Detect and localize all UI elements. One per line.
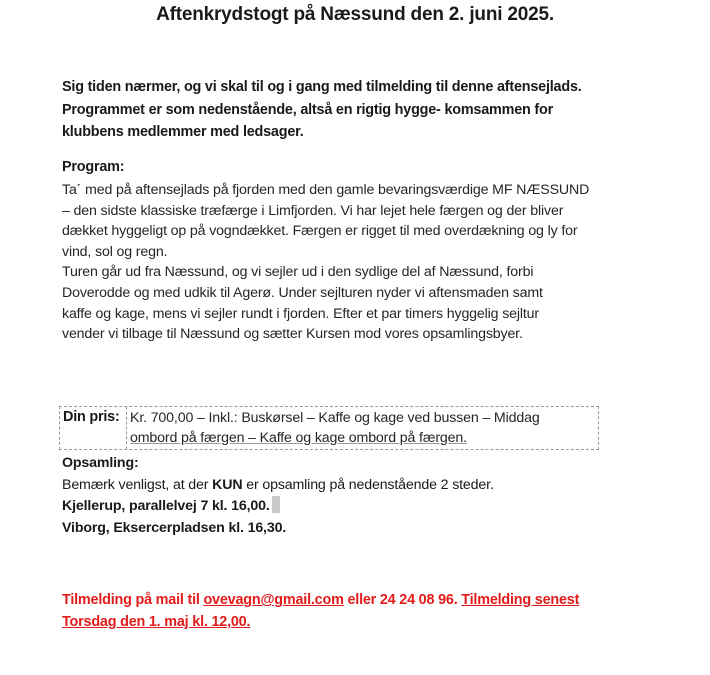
signup-phone: eller 24 24 08 96. — [343, 592, 462, 608]
price-table — [59, 406, 599, 450]
program-line: kaffe og kage, mens vi sejler rundt i fjorden. Efter et par timers hyggelig sejltur — [62, 305, 539, 322]
program-line: Turen går ud fra Næssund, og vi sejler ud i den sydlige del af Næssund, forbi — [62, 264, 534, 281]
price-line: Kr. 700,00 – Inkl.: Buskørsel – Kaffe og kage ved bussen – Middag — [130, 410, 540, 426]
document-title: Aftenkrydstogt på Næssund den 2. juni 2025. — [156, 4, 554, 25]
price-details — [127, 407, 540, 449]
pickup-note-text: Bemærk venligst, at der — [62, 476, 213, 493]
program-heading: Program: — [62, 159, 125, 175]
signup-line — [62, 589, 662, 611]
price-label: Din pris: — [60, 407, 127, 449]
program-line: Doverodde og med udkik til Agerø. Under sejlturen nyder vi aftensmaden samt — [62, 284, 543, 301]
signup-deadline-date: Torsdag den 1. maj kl. 12,00. — [62, 614, 251, 630]
program-line: dækket hyggeligt op på vogndækket. Færgen er rigget til med overdækning og ly for — [62, 223, 578, 240]
intro-line: Sig tiden nærmer, og vi skal til og i gang med tilmelding til denne aftensejlads. — [62, 79, 582, 95]
signup-prefix: Tilmelding på mail til — [62, 592, 204, 608]
email-link[interactable]: ovevagn@gmail.com — [203, 592, 344, 608]
intro-paragraph — [62, 76, 662, 144]
pickup-location: Viborg, Eksercerpladsen kl. 16,30. — [62, 519, 287, 536]
price-line: ombord på færgen – Kaffe og kage ombord på færgen. — [130, 429, 467, 446]
program-line: Ta´ med på aftensejlads på fjorden med den gamle bevaringsværdige MF NÆSSUND — [62, 182, 590, 198]
program-line: – den sidste klassiske træfærge i Limfjorden. Vi har lejet hele færgen og der bliver — [62, 202, 564, 219]
pickup-location — [62, 496, 662, 518]
pickup-heading: Opsamling: — [62, 455, 139, 471]
signup-deadline: Tilmelding senest — [461, 592, 580, 608]
intro-line: Programmet er som nedenstående, altså en rigtig hygge- komsammen for — [62, 101, 554, 118]
program-line: vender vi tilbage til Næssund og sætter Kursen mod vores opsamlingsbyer. — [62, 326, 523, 343]
pickup-note-emphasis: KUN — [212, 476, 243, 493]
pickup-section — [62, 453, 662, 539]
intro-line: klubbens medlemmer med ledsager. — [62, 124, 304, 140]
pickup-note — [62, 475, 662, 497]
signup-notice — [62, 589, 662, 633]
text-cursor-highlight — [272, 496, 280, 513]
program-line: vind, sol og regn. — [62, 243, 168, 260]
pickup-location-text: Kjellerup, parallelvej 7 kl. 16,00. — [62, 498, 270, 514]
program-paragraph — [62, 180, 662, 345]
pickup-note-text: er opsamling på nedenstående 2 steder. — [242, 476, 494, 493]
